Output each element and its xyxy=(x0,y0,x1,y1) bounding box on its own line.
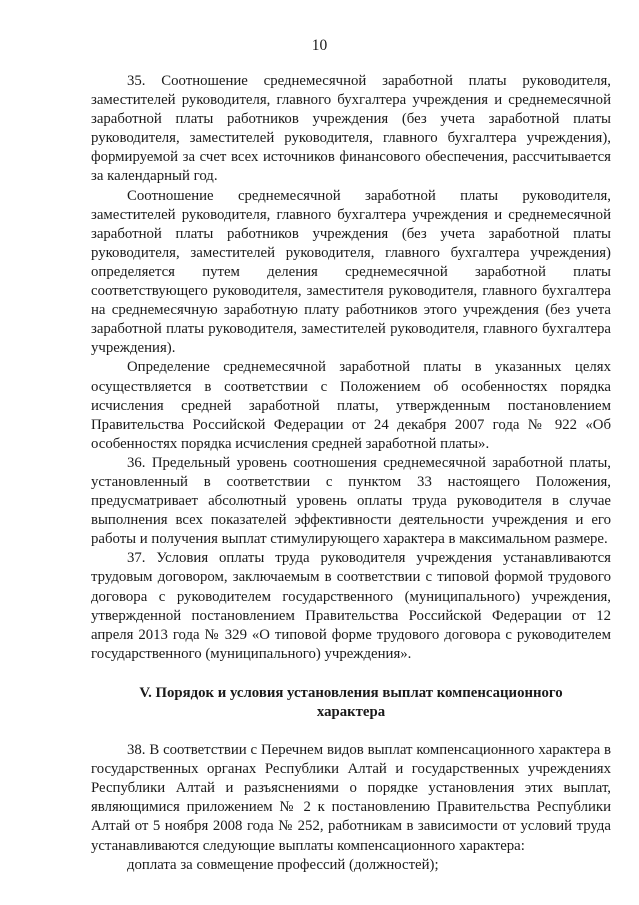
paragraph-average-salary-determination: Определение среднемесячной заработной платы в указанных целях осуществляется в соответствии с Положением об особенностях порядка исчисления средней заработной платы, утвержденным постановлением Правительства Российской Федерации от 24 декабря 2007 года № 922 «Об особенностях порядка исчисления средней заработной платы». xyxy=(91,359,611,452)
list-item-combination-allowance: доплата за совмещение профессий (должностей); xyxy=(127,856,439,873)
section-heading: V. Порядок и условия установления выплат компенсационного характера xyxy=(139,684,563,720)
document-body xyxy=(91,72,611,875)
paragraph-38: 38. В соответствии с Перечнем видов выплат компенсационного характера в государственных органах Республики Алтай и государственных учреждениях Республики Алтай и разъяснениями о порядке установления этих выплат, являющимися приложением № 2 к постановлению Правительства Республики Алтай от 5 ноября 2008 года № 252, работникам в зависимости от условий труда устанавливаются следующие выплаты компенсационного характера: xyxy=(91,742,611,854)
page-number: 10 xyxy=(311,37,328,54)
paragraph-ratio-definition: Соотношение среднемесячной заработной платы руководителя, заместителей руководителя, главного бухгалтера учреждения и среднемесячной заработной платы работников учреждения (без учета заработной платы руководителя, заместителей руководителя, главного бухгалтера учреждения) определяется путем деления среднемесячной заработной платы соответствующего руководителя, заместителя руководителя, главного бухгалтера на среднемесячную заработную плату работников этого учреждения (без учета заработной платы руководителя, заместителей руководителя, главного бухгалтера учреждения). xyxy=(91,187,611,357)
paragraph-35: 35. Соотношение среднемесячной заработной платы руководителя, заместителей руководителя, главного бухгалтера учреждения и среднемесячной заработной платы работников учреждения (без учета заработной платы руководителя, заместителей руководителя, главного бухгалтера учреждения), формируемой за счет всех источников финансового обеспечения, рассчитывается за календарный год. xyxy=(91,73,611,185)
paragraph-37: 37. Условия оплаты труда руководителя учреждения устанавливаются трудовым договором, заключаемым в соответствии с типовой формой трудового договора с руководителем государственного (муниципального) учреждения, утвержденной постановлением Правительства Российской Федерации от 12 апреля 2013 года № 329 «О типовой форме трудового договора с руководителем государственного (муниципального) учреждения». xyxy=(91,550,611,662)
paragraph-36: 36. Предельный уровень соотношения среднемесячной заработной платы, установленный в соответствии с пунктом 33 настоящего Положения, предусматривает абсолютный уровень оплаты труда руководителя в случае выполнения всех показателей эффективности деятельности учреждения и его работы и получения выплат стимулирующего характера в максимальном размере. xyxy=(91,454,611,548)
